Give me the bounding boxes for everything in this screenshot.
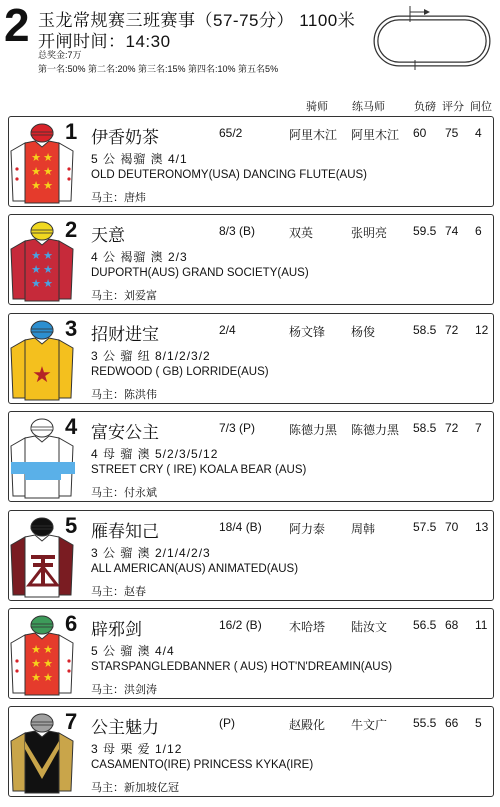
svg-text:★: ★: [43, 152, 53, 164]
horse-pedigree: ALL AMERICAN(AUS) ANIMATED(AUS): [91, 563, 299, 575]
svg-text:★: ★: [32, 362, 52, 387]
svg-text:★: ★: [43, 250, 53, 262]
horse-card[interactable]: [8, 706, 494, 797]
svg-text:★: ★: [31, 166, 41, 178]
horse-name: 富安公主: [91, 423, 159, 442]
horse-rank: 6: [475, 224, 482, 238]
svg-text:★: ★: [43, 180, 53, 192]
race-prize-split: 第一名:50% 第二名:20% 第三名:15% 第四名:10% 第五名5%: [38, 64, 279, 74]
horse-info: 3 公 骝 澳 2/1/4/2/3: [91, 546, 211, 560]
svg-text:★: ★: [31, 658, 41, 670]
svg-text:★: ★: [43, 672, 53, 684]
race-number: 2: [4, 0, 30, 51]
horse-name: 雁春知己: [91, 522, 159, 541]
horse-pedigree: CASAMENTO(IRE) PRINCESS KYKA(IRE): [91, 759, 314, 771]
horse-trainer: 陈德力黑: [351, 423, 400, 437]
horse-weight: 56.5: [413, 618, 437, 632]
horse-jockey: 赵殿化: [289, 718, 326, 732]
svg-text:★: ★: [31, 644, 41, 656]
horse-trainer: 周韩: [351, 522, 376, 536]
horse-weight: 59.5: [413, 224, 437, 238]
horse-odds: 65/2: [219, 126, 243, 140]
horse-jockey: 双英: [289, 226, 314, 240]
horse-weight: 55.5: [413, 716, 437, 730]
horse-odds: 8/3 (B): [219, 224, 256, 238]
horse-card[interactable]: [8, 116, 494, 207]
horse-weight: 60: [413, 126, 427, 140]
horse-info: 5 公 骝 澳 4/4: [91, 644, 175, 658]
column-header-rank: 间位: [470, 101, 492, 113]
horse-odds: 16/2 (B): [219, 618, 262, 632]
horse-rating: 70: [445, 520, 459, 534]
horse-owner: 马主：付永斌: [91, 487, 157, 499]
horse-pedigree: STARSPANGLEDBANNER ( AUS) HOT'N'DREAMIN(AUS): [91, 661, 393, 673]
svg-text:★: ★: [43, 264, 53, 276]
horse-rating: 74: [445, 224, 459, 238]
horse-rank: 7: [475, 421, 482, 435]
horse-odds: 7/3 (P): [219, 421, 256, 435]
horse-rating: 72: [445, 323, 459, 337]
horse-odds: 18/4 (B): [219, 520, 262, 534]
svg-text:★: ★: [43, 166, 53, 178]
horse-odds: 2/4: [219, 323, 236, 337]
race-start-time: 开闸时间：14:30: [38, 32, 171, 51]
race-header: [0, 0, 500, 112]
column-header-jockey: 骑师: [306, 101, 328, 113]
horse-owner: 马主：洪剑涛: [91, 684, 157, 696]
horse-pedigree: DUPORTH(AUS) GRAND SOCIETY(AUS): [91, 267, 309, 279]
horse-card[interactable]: [8, 214, 494, 305]
horse-rank: 12: [475, 323, 489, 337]
horse-name: 公主魅力: [91, 718, 159, 737]
svg-text:★: ★: [31, 672, 41, 684]
horse-info: 4 母 骝 澳 5/2/3/5/12: [91, 447, 219, 461]
horse-jockey: 阿里木江: [289, 128, 338, 142]
horse-name: 招财进宝: [91, 325, 159, 344]
horse-name: 伊香奶茶: [91, 128, 159, 147]
horse-owner: 马主：刘爱富: [91, 290, 157, 302]
svg-text:★: ★: [31, 250, 41, 262]
horse-card[interactable]: [8, 313, 494, 404]
horse-weight: 58.5: [413, 421, 437, 435]
horse-trainer: 张明亮: [351, 226, 388, 240]
horse-trainer: 牛文广: [351, 718, 388, 732]
horse-num: 2: [65, 217, 78, 242]
horse-owner: 马主：赵春: [91, 586, 146, 598]
svg-text:★: ★: [43, 658, 53, 670]
horse-jockey: 木哈塔: [289, 620, 326, 634]
horse-info: 3 母 栗 爱 1/12: [91, 742, 183, 756]
column-header-weight: 负磅: [414, 101, 436, 113]
horse-rating: 66: [445, 716, 459, 730]
horse-rating: 68: [445, 618, 459, 632]
horse-num: 7: [65, 709, 78, 734]
horse-info: 5 公 褐骝 澳 4/1: [91, 152, 188, 166]
horse-rank: 13: [475, 520, 489, 534]
horse-card[interactable]: [8, 411, 494, 502]
horse-name: 天意: [91, 226, 125, 245]
horse-trainer: 杨俊: [351, 325, 376, 339]
svg-text:★: ★: [31, 180, 41, 192]
horse-card[interactable]: [8, 510, 494, 601]
svg-text:★: ★: [31, 264, 41, 276]
horse-owner: 马主：新加坡亿冠: [91, 782, 179, 794]
horse-weight: 57.5: [413, 520, 437, 534]
column-header-trainer: 练马师: [352, 101, 385, 113]
svg-text:★: ★: [31, 278, 41, 290]
race-title: 玉龙常规赛三班赛事（57-75分） 1100米: [38, 11, 356, 30]
horse-info: 3 公 骝 纽 8/1/2/3/2: [91, 349, 211, 363]
race-prize: 总奖金:7万: [38, 50, 82, 60]
horse-owner: 马主：陈洪伟: [91, 389, 157, 401]
svg-text:★: ★: [31, 152, 41, 164]
horse-jockey: 陈德力黑: [289, 423, 338, 437]
svg-text:★: ★: [43, 644, 53, 656]
horse-rank: 5: [475, 716, 482, 730]
horse-num: 6: [65, 611, 78, 636]
column-header-rating: 评分: [442, 101, 464, 113]
horse-name: 辟邪剑: [91, 620, 142, 639]
horse-info: 4 公 褐骝 澳 2/3: [91, 250, 188, 264]
horse-jockey: 阿力泰: [289, 522, 326, 536]
horse-trainer: 陆汝文: [351, 620, 388, 634]
horse-rank: 4: [475, 126, 482, 140]
horse-num: 4: [65, 414, 78, 439]
horse-card[interactable]: [8, 608, 494, 699]
horse-pedigree: OLD DEUTERONOMY(USA) DANCING FLUTE(AUS): [91, 169, 368, 181]
horse-pedigree: REDWOOD ( GB) LORRIDE(AUS): [91, 366, 269, 378]
horse-jockey: 杨文锋: [289, 325, 326, 339]
horse-pedigree: STREET CRY ( IRE) KOALA BEAR (AUS): [91, 464, 307, 476]
horse-rank: 11: [475, 618, 488, 632]
horse-num: 1: [65, 119, 78, 144]
horse-owner: 马主：唐炜: [91, 192, 146, 204]
horse-weight: 58.5: [413, 323, 437, 337]
track-diagram-icon: [370, 4, 494, 70]
horse-num: 5: [65, 513, 78, 538]
horse-rating: 72: [445, 421, 459, 435]
horse-rating: 75: [445, 126, 459, 140]
svg-text:★: ★: [43, 278, 53, 290]
horse-odds: (P): [219, 716, 235, 730]
horse-num: 3: [65, 316, 78, 341]
horse-trainer: 阿里木江: [351, 128, 400, 142]
